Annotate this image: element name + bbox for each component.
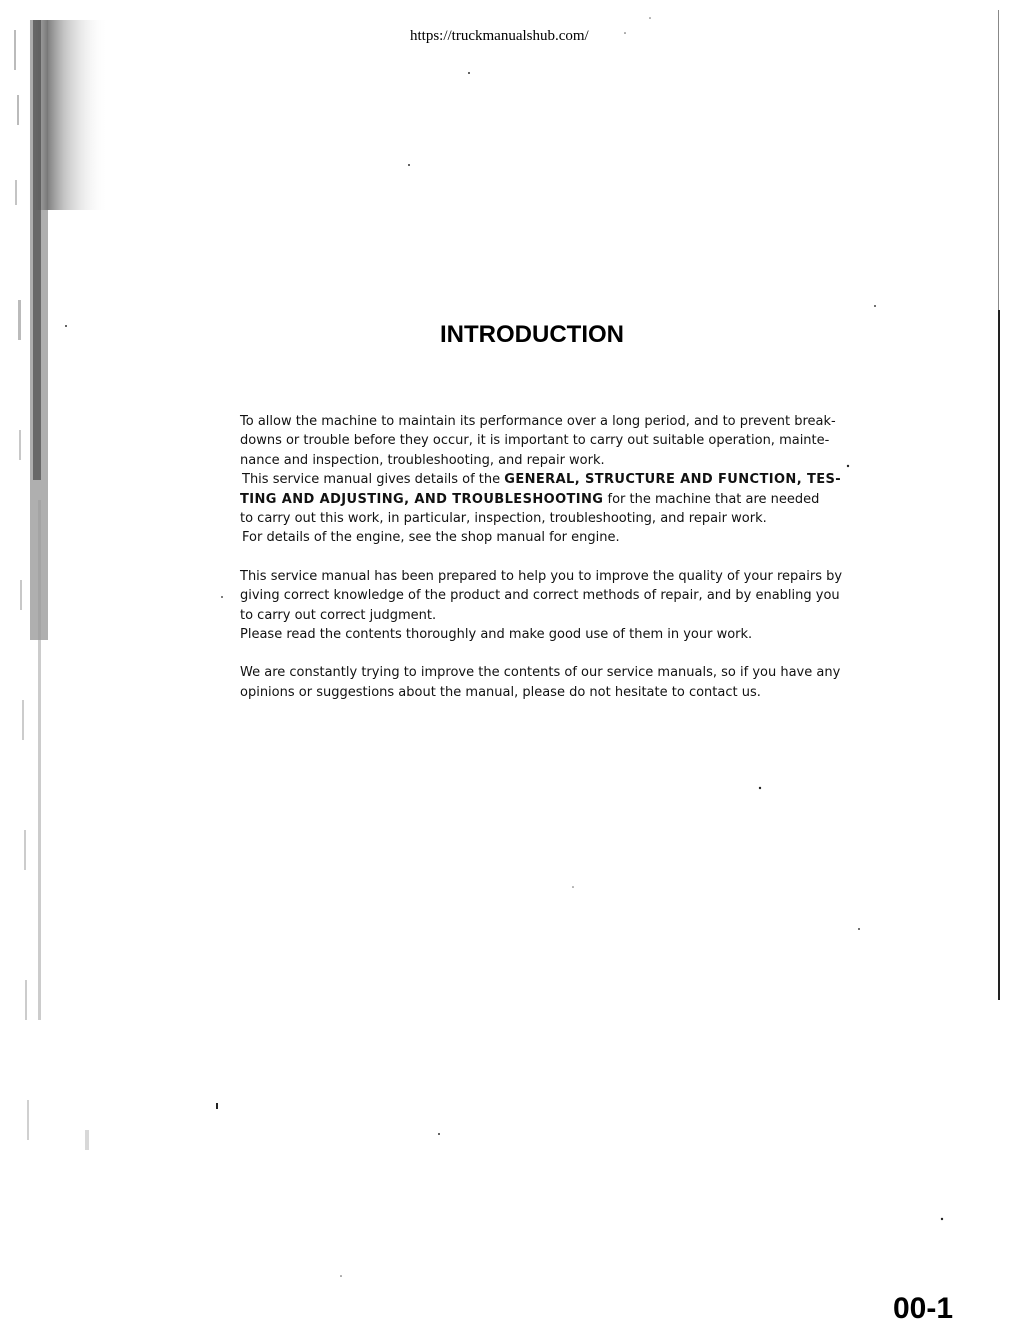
text-line [240, 490, 852, 509]
text-line: This service manual has been prepared to help you to improve the quality of your repairs by [240, 568, 843, 584]
scan-binding-edge [0, 0, 110, 1321]
introduction-body [240, 412, 852, 721]
text-span: This service manual gives details of the [242, 472, 505, 488]
page-number [893, 1288, 954, 1325]
text-span: for the machine that are needed [603, 491, 820, 507]
scan-right-edge [996, 10, 1002, 1000]
paragraph-purpose [240, 412, 852, 548]
text-line: to carry out this work, in particular, inspection, troubleshooting, and repair work. [240, 511, 767, 527]
text-line: Please read the contents thoroughly and make good use of them in your work. [240, 627, 753, 643]
text-line: downs or trouble before they occur, it is important to carry out suitable operation, mainte- [240, 433, 830, 449]
text-line: We are constantly trying to improve the contents of our service manuals, so if you have any [240, 665, 841, 681]
page-title: INTRODUCTION [440, 321, 624, 348]
source-url[interactable]: https://truckmanualshub.com/ [410, 28, 589, 44]
section-list-bold: GENERAL, STRUCTURE AND FUNCTION, TES- [504, 472, 842, 488]
text-line: giving correct knowledge of the product and correct methods of repair, and by enabling you [240, 588, 840, 604]
paragraph-feedback [240, 663, 852, 702]
text-line: opinions or suggestions about the manual, please do not hesitate to contact us. [240, 684, 761, 700]
text-line: to carry out correct judgment. [240, 607, 437, 623]
paragraph-quality [240, 567, 852, 645]
text-line: To allow the machine to maintain its performance over a long period, and to prevent break- [240, 414, 836, 429]
page-number-text: 00-1 [893, 1292, 954, 1325]
text-line: For details of the engine, see the shop manual for engine. [242, 530, 620, 546]
text-line: nance and inspection, troubleshooting, and repair work. [240, 452, 605, 468]
section-list-bold: TING AND ADJUSTING, AND TROUBLESHOOTING [240, 491, 604, 507]
text-line [240, 470, 852, 489]
